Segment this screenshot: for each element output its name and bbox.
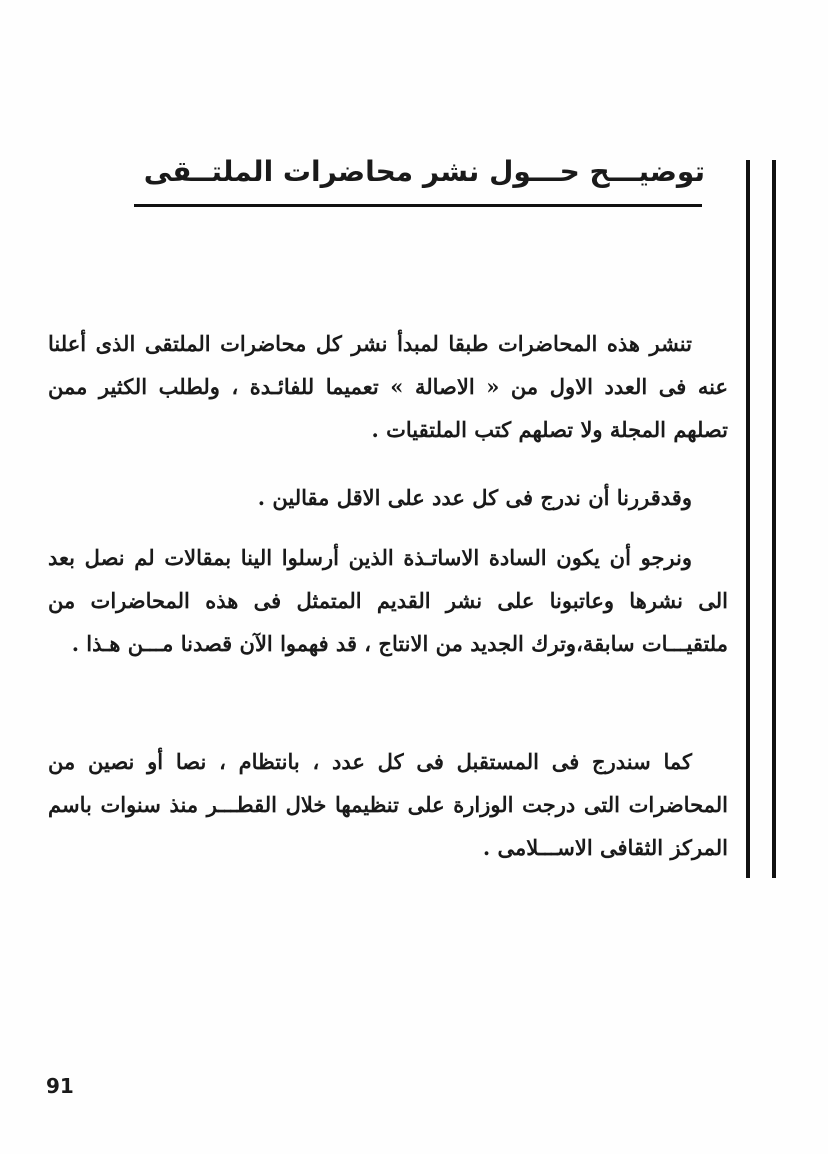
paragraph-4-block — [48, 740, 728, 869]
margin-rule-outer — [772, 160, 776, 878]
paragraph-1-block — [48, 322, 728, 451]
paragraph-2: وقدقررنا أن ندرج فى كل عدد على الاقل مقالين . — [257, 485, 692, 510]
margin-rule-inner — [746, 160, 750, 878]
paragraph-1: تنشر هذه المحاضرات طبقا لمبدأ نشر كل محاضرات الملتقى الذى أعلنا عنه فى العدد الاول من « الاصالة » تعميما للفائـدة ، ولطلب الكثير ممن تصلهم المجلة ولا تصلهم كتب الملتقيات . — [48, 331, 728, 442]
page-title: توضيـــح حـــول نشر محاضرات الملتــقى — [143, 155, 705, 188]
page-number: 91 — [46, 1074, 74, 1098]
paragraph-2-block — [48, 476, 728, 519]
paragraph-3-block — [48, 536, 728, 665]
title-underline — [134, 204, 702, 207]
paragraph-4: كما سندرج فى المستقبل فى كل عدد ، بانتظام ، نصا أو نصين من المحاضرات التى درجت الوزارة على تنظيمها خلال القطـــر منذ سنوات باسم المركز الثقافى الاســـلامى . — [48, 749, 728, 860]
paragraph-3: ونرجو أن يكون السادة الاساتـذة الذين أرسلوا الينا بمقالات لم نصل بعد الى نشرها وعاتبونا على نشر القديم المتمثل فى هذه المحاضرات من ملتقيـــات سابقة،وترك الجديد من الانتاج ، قد فهموا الآن قصدنا مـــن هـذا . — [48, 545, 728, 656]
